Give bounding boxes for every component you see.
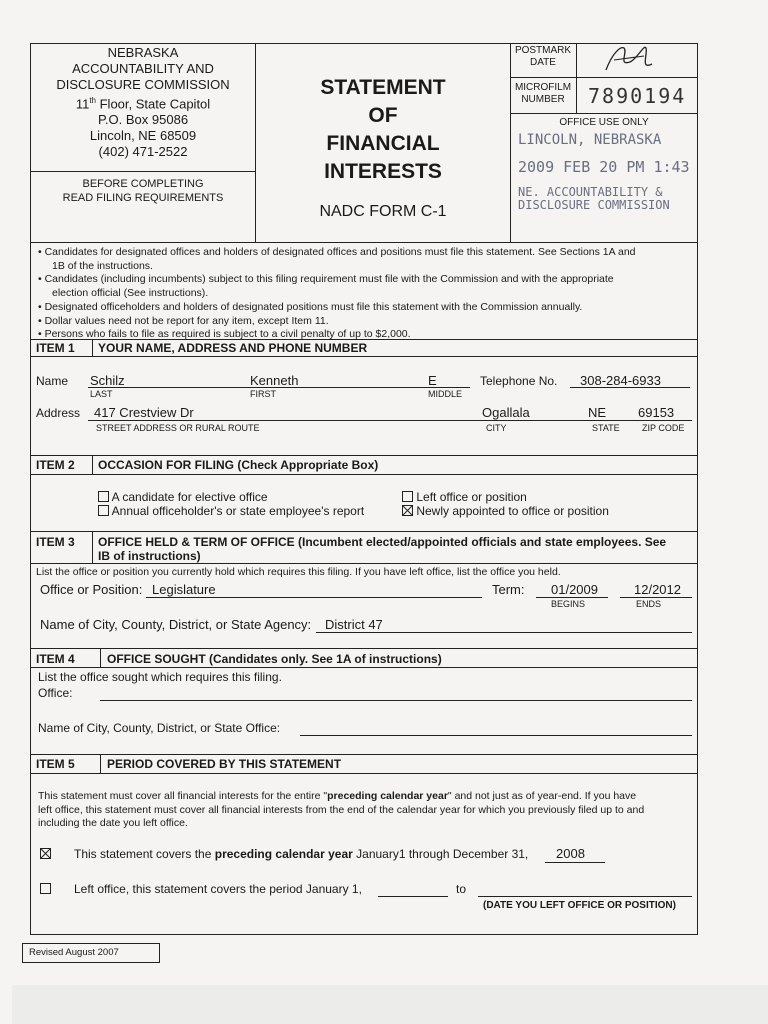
next-page-edge	[12, 985, 768, 1024]
office-sought-label: Office:	[38, 686, 73, 700]
street-value[interactable]: 417 Crestview Dr	[94, 405, 194, 420]
option-annual-report[interactable]	[98, 504, 364, 518]
agency-label: Name of City, County, District, or State Agency:	[40, 617, 312, 632]
first-name-value[interactable]: Kenneth	[250, 373, 299, 388]
first-caption: FIRST	[250, 389, 276, 399]
instructions	[38, 246, 693, 342]
checkbox-icon[interactable]	[402, 491, 413, 502]
item4-number: ITEM 4	[36, 652, 75, 666]
telephone-label: Telephone No.	[480, 374, 558, 388]
office-city-input[interactable]	[300, 735, 692, 736]
option-label: Left office or position	[416, 490, 527, 504]
agency-po-box: P.O. Box 95086	[97, 112, 189, 128]
checkbox-icon[interactable]	[98, 505, 109, 516]
middle-initial-value[interactable]: E	[428, 373, 437, 388]
instruction-item: election official (See instructions).	[52, 287, 209, 300]
divider	[510, 77, 698, 78]
agency-line-1: NEBRASKA	[107, 45, 179, 60]
agency-value[interactable]: District 47	[325, 617, 383, 632]
instruction-item: • Candidates (including incumbents) subject to this filing requirement must file with the Commission and with the appropriate	[38, 273, 693, 287]
initials-signature	[600, 40, 660, 76]
left-office-date-input[interactable]	[378, 896, 448, 897]
item3-number: ITEM 3	[36, 535, 75, 549]
divider	[255, 43, 256, 242]
city-value[interactable]: Ogallala	[482, 405, 530, 420]
agency-block	[34, 45, 252, 160]
checkbox-icon[interactable]	[40, 848, 51, 859]
divider	[30, 339, 698, 340]
instruction-item: • Candidates for designated offices and holders of designated offices and positions must file this statement. See Sections 1A and	[38, 246, 693, 260]
divider	[100, 648, 101, 667]
checkbox-icon[interactable]	[98, 491, 109, 502]
before-completing-text: BEFORE COMPLETING	[82, 178, 204, 190]
term-label: Term:	[492, 582, 525, 597]
term-ends-value[interactable]: 12/2012	[634, 582, 681, 597]
option-newly-appointed[interactable]	[402, 504, 609, 518]
name-underline	[88, 387, 470, 388]
item2-number: ITEM 2	[36, 458, 75, 472]
instruction-item: • Persons who fails to file as required is subject to a civil penalty of up to $2,000.	[38, 328, 693, 342]
left-office-statement: Left office, this statement covers the period January 1,	[74, 882, 362, 896]
item3-title: OFFICE HELD & TERM OF OFFICE (Incumbent elected/appointed officials and state employees. See IB of instructions)	[98, 535, 667, 563]
divider	[30, 667, 698, 668]
office-position-value[interactable]: Legislature	[152, 582, 216, 597]
instruction-item: • Designated officeholders and holders of designated positions must file this statement with the Commission annually.	[38, 301, 693, 315]
instruction-item: • Dollar values need not be report for any item, except Item 11.	[38, 315, 693, 329]
telephone-value[interactable]: 308-284-6933	[580, 373, 661, 388]
item4-title: OFFICE SOUGHT (Candidates only. See 1A of instructions)	[107, 652, 442, 666]
office-underline	[146, 597, 482, 598]
left-office-caption: (DATE YOU LEFT OFFICE OR POSITION)	[483, 900, 676, 911]
office-city-label: Name of City, County, District, or State Office:	[38, 721, 281, 735]
begins-underline	[536, 597, 608, 598]
item5-paragraph: This statement must cover all financial interests for the entire "preceding calendar year" and not just as of year-end. If you have left office, this statement must cover all financial interests from the end of the calendar year for which you previously filed up to and including the date you left office.	[38, 790, 645, 829]
received-stamp: LINCOLN, NEBRASKA 2009 FEB 20 PM 1:43 NE. ACCOUNTABILITY & DISCLOSURE COMMISSION	[518, 132, 690, 212]
statement-year-value[interactable]: 2008	[556, 846, 585, 861]
divider	[30, 474, 698, 475]
office-use-label: OFFICE USE ONLY	[559, 117, 649, 128]
agency-line-3: DISCLOSURE COMMISSION	[56, 77, 230, 92]
option-left-office[interactable]	[402, 490, 527, 504]
microfilm-label: MICROFILM NUMBER	[514, 82, 572, 105]
item1-title: YOUR NAME, ADDRESS AND PHONE NUMBER	[98, 341, 368, 355]
address-label: Address	[36, 406, 81, 420]
zip-caption: ZIP CODE	[642, 423, 685, 433]
state-value[interactable]: NE	[588, 405, 607, 420]
item4-instructions: List the office sought which requires this filing.	[38, 670, 282, 684]
left-office-checkbox[interactable]	[40, 882, 51, 896]
form-title: STATEMENT OF FINANCIAL INTERESTS	[320, 76, 446, 183]
divider	[30, 754, 698, 755]
name-label: Name	[36, 374, 69, 388]
begins-caption: BEGINS	[551, 599, 586, 609]
item5-title: PERIOD COVERED BY THIS STATEMENT	[107, 757, 342, 771]
divider	[92, 339, 93, 356]
divider	[30, 773, 698, 774]
item2-title: OCCASION FOR FILING (Check Appropriate Box)	[98, 458, 379, 472]
year-underline	[545, 862, 605, 863]
ends-caption: ENDS	[636, 599, 662, 609]
term-begins-value[interactable]: 01/2009	[551, 582, 598, 597]
agency-phone: (402) 471-2522	[98, 144, 188, 160]
preceding-year-statement: This statement covers the preceding calendar year January1 through December 31,	[74, 847, 529, 861]
divider	[92, 455, 93, 474]
option-label: Newly appointed to office or position	[416, 504, 609, 518]
ends-underline	[620, 597, 692, 598]
postmark-label: POSTMARK DATE	[514, 45, 572, 68]
telephone-underline	[570, 387, 690, 388]
agency-floor: 11th Floor, State Capitol	[75, 96, 211, 112]
microfilm-number: 7890194	[588, 84, 687, 108]
divider	[30, 356, 698, 357]
divider	[30, 455, 698, 456]
divider	[30, 242, 698, 243]
zip-value[interactable]: 69153	[638, 405, 675, 420]
instruction-item: 1B of the instructions.	[52, 259, 153, 272]
divider	[510, 43, 511, 242]
left-office-end-input[interactable]	[478, 896, 692, 897]
office-position-label: Office or Position:	[40, 582, 143, 597]
street-caption: STREET ADDRESS OR RURAL ROUTE	[96, 423, 260, 433]
divider	[100, 754, 101, 773]
filing-note	[34, 177, 252, 205]
divider	[30, 171, 255, 172]
middle-caption: MIDDLE	[428, 389, 463, 399]
agency-line-2: ACCOUNTABILITY AND	[72, 61, 214, 76]
revision-note: Revised August 2007	[22, 943, 160, 963]
divider	[30, 531, 698, 532]
office-sought-input[interactable]	[100, 700, 692, 701]
option-candidate[interactable]	[98, 490, 268, 504]
option-label: Annual officeholder's or state employee's report	[111, 504, 365, 518]
divider	[30, 648, 698, 649]
checkbox-icon[interactable]	[402, 505, 413, 516]
state-caption: STATE	[592, 423, 620, 433]
divider	[30, 563, 698, 564]
divider	[510, 113, 698, 114]
item1-number: ITEM 1	[36, 341, 75, 355]
last-caption: LAST	[90, 389, 113, 399]
city-caption: CITY	[486, 423, 507, 433]
agency-city: Lincoln, NE 68509	[89, 128, 197, 144]
period-checkbox[interactable]	[40, 847, 51, 861]
item3-instructions: List the office or position you currently hold which requires this filing. If you have left office, list the office you held.	[36, 566, 561, 578]
agency-underline	[316, 632, 692, 633]
address-underline	[88, 420, 692, 421]
divider	[576, 43, 577, 113]
checkbox-icon[interactable]	[40, 883, 51, 894]
divider	[92, 531, 93, 563]
option-label: A candidate for elective office	[111, 490, 268, 504]
form-number: NADC FORM C-1	[319, 203, 447, 220]
last-name-value[interactable]: Schilz	[90, 373, 125, 388]
read-requirements-text: READ FILING REQUIREMENTS	[62, 192, 224, 204]
item5-number: ITEM 5	[36, 757, 75, 771]
to-label: to	[456, 882, 467, 896]
